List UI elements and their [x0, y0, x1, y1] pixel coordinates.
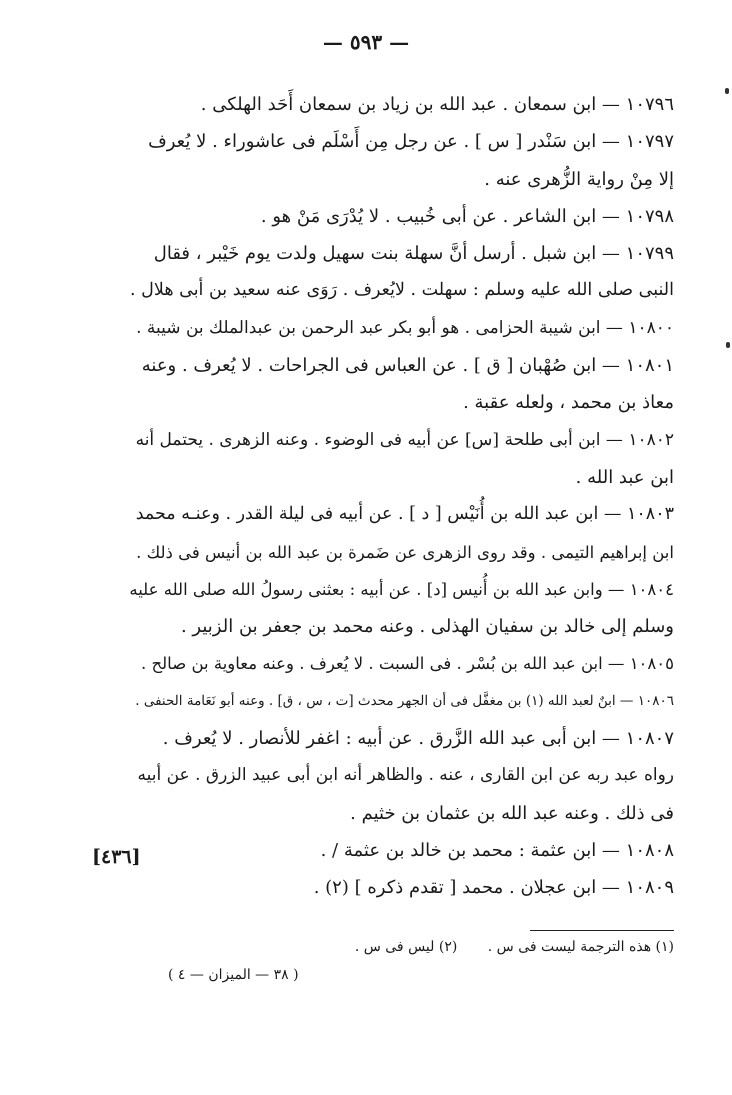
text-line: ١٠٨٠٦ — ابنٌ لعبد الله (١) بن مغفَّل فى أن الجهر محدث [ت ، س ، ق] . وعنه أبو نَعَامة الحنفى . — [135, 692, 674, 709]
text-line: رواه عبد ربه عن ابن القارى ، عنه . والظاهر أنه ابن أبى عبيد الزرق . عن أبيه — [137, 765, 674, 786]
footnote: (٢) ليس فى س . — [354, 939, 458, 955]
text-line: ١٠٧٩٩ — ابن شبل . أرسل أنَّ سهلة بنت سهيل ولدت يوم خَيْبر ، فقال — [153, 243, 674, 265]
printer-signature: ( ٣٨ — الميزان — ٤ ) — [168, 967, 299, 983]
footnotes — [300, 935, 674, 959]
text-line: النبى صلى الله عليه وسلم : سهلت . لايُعرف . رَوَى عنه سعيد بن أبى هلال . — [130, 280, 674, 301]
text-line: ١٠٨٠٨ — ابن عثمة : محمد بن خالد بن عثمة / . — [320, 839, 674, 861]
text-line: ١٠٧٩٦ — ابن سمعان . عبد الله بن زياد بن سمعان أَحَد الهلكى . — [200, 94, 674, 115]
text-line: ١٠٨٠٠ — ابن شيبة الحزامى . هو أبو بكر عبد الرحمن بن عبدالملك بن شيبة . — [136, 317, 674, 338]
entries-text-block — [128, 86, 674, 907]
text-line: ١٠٨٠٩ — ابن عجلان . محمد [ تقدم ذكره ] (٢) . — [313, 877, 674, 899]
text-line: ١٠٨٠٤ — وابن عبد الله بن أُنيس [د] . عن أبيه : بعثنى رسولُ الله صلى الله عليه — [129, 579, 674, 599]
text-line: ١٠٨٠٥ — ابن عبد الله بن بُسْر . فى السبت . لا يُعرف . وعنه معاوية بن صالح . — [141, 654, 674, 674]
text-line: ١٠٨٠١ — ابن صُهْبان [ ق ] . عن العباس فى الجراحات . لا يُعرف . وعنه — [141, 355, 674, 377]
text-line: ١٠٧٩٧ — ابن سَنْدر [ س ] . عن رجل مِن أَسْلَم فى عاشوراء . لا يُعرف — [148, 131, 674, 153]
text-line: إلا مِنْ رواية الزُّهرى عنه . — [484, 168, 674, 190]
text-line: ابن عبد الله . — [575, 466, 674, 488]
margin-mark — [725, 88, 729, 94]
footnote-divider — [530, 930, 674, 931]
manuscript-reference-marker: [٤٣٦] — [92, 846, 141, 868]
text-line: فى ذلك . وعنه عبد الله بن عثمان بن خثيم . — [350, 802, 674, 824]
footnote: (١) هذه الترجمة ليست فى س . — [487, 939, 674, 955]
text-line: ١٠٨٠٢ — ابن أبى طلحة [س] عن أبيه فى الوضوء . وعنه الزهرى . يحتمل أنه — [135, 429, 674, 450]
page-number: — ٥٩٣ — — [322, 30, 410, 54]
text-line: ١٠٨٠٣ — ابن عبد الله بن أُنَيْس [ د ] . عن أبيه فى ليلة القدر . وعنـه محمد — [135, 504, 674, 525]
margin-mark — [726, 342, 730, 348]
text-line: ابن إبراهيم التيمى . وقد روى الزهرى عن ضَمرة بن عبد الله بن أنيس فى ذلك . — [136, 542, 674, 562]
text-line: ١٠٨٠٧ — ابن أبى عبد الله الزَّرق . عن أبيه : اغفر للأنصار . لا يُعرف . — [162, 728, 674, 750]
text-line: ١٠٧٩٨ — ابن الشاعر . عن أبى خُبيب . لا يُدْرَى مَنْ هو . — [260, 205, 674, 227]
text-line: وسلم إلى خالد بن سفيان الهذلى . وعنه محمد بن جعفر بن الزبير . — [180, 616, 674, 638]
text-line: معاذ بن محمد ، ولعله عقبة . — [463, 392, 674, 414]
